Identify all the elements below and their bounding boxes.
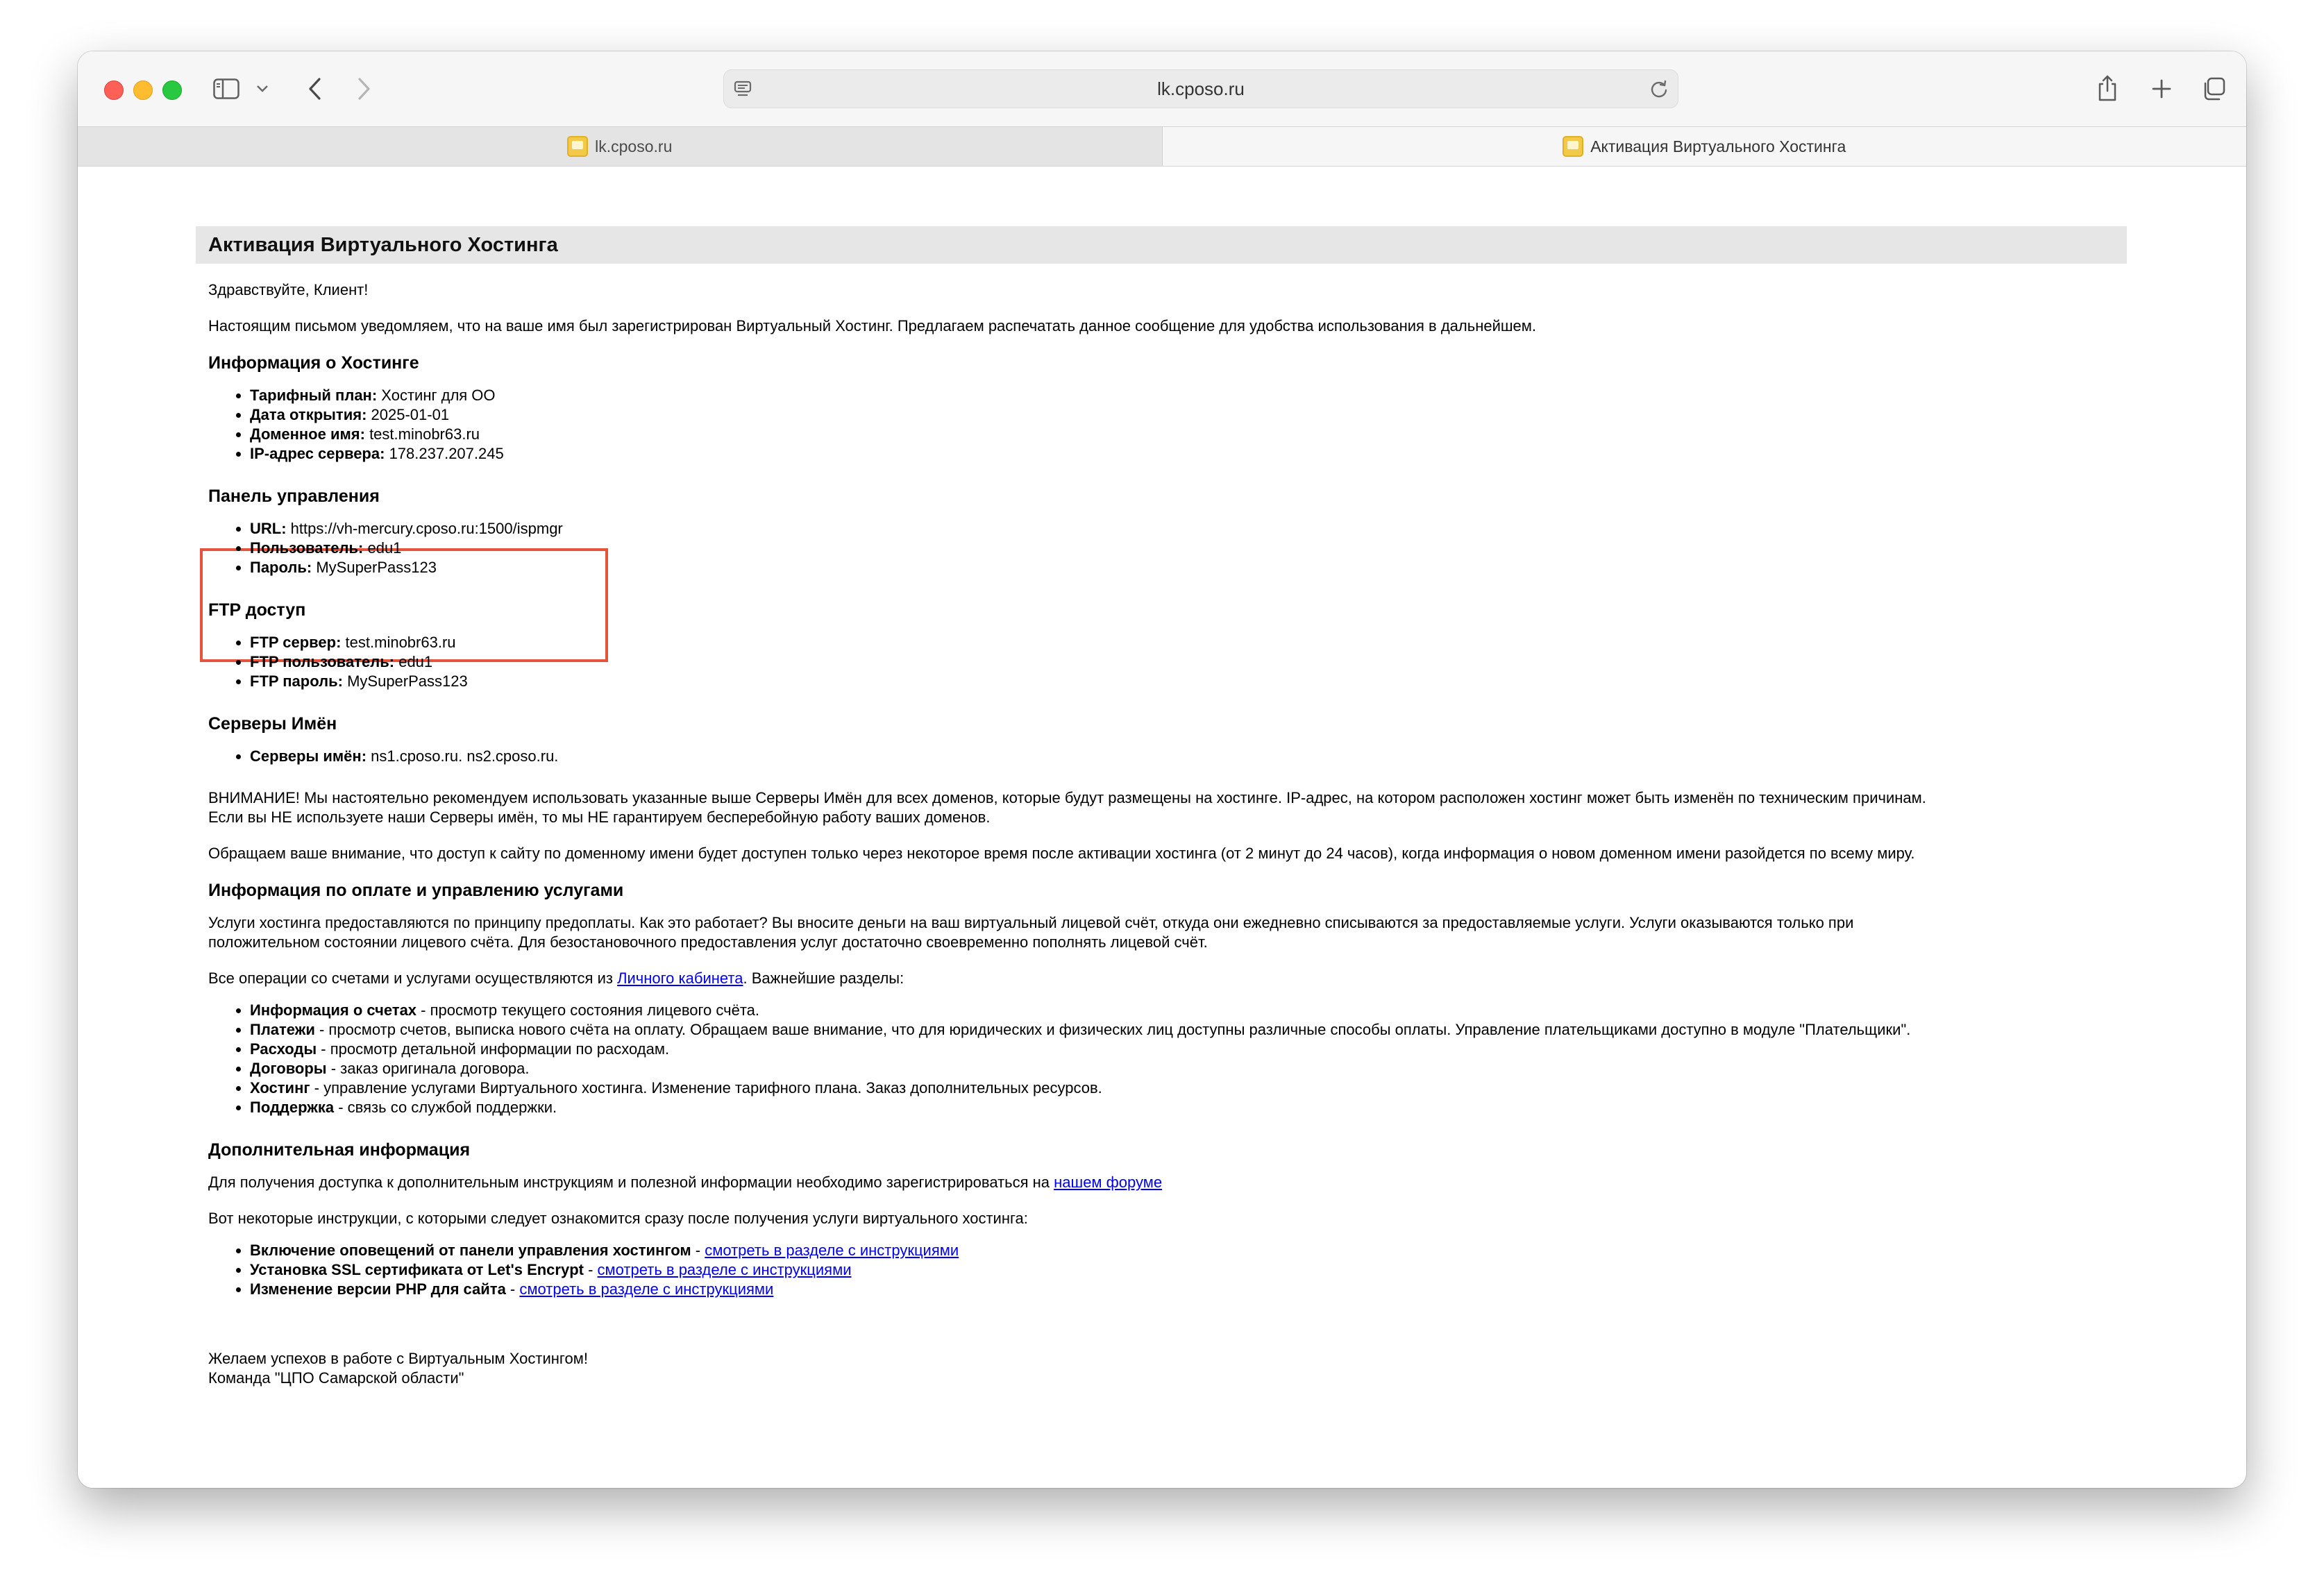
- list-item: • Установка SSL сертификата от Let's Encrypt - смотреть в разделе с инструкциями: [250, 1260, 2152, 1280]
- ftp-heading: FTP доступ: [208, 600, 306, 620]
- list-item: • Доменное имя: test.minobr63.ru: [250, 425, 2152, 444]
- reload-icon[interactable]: [1649, 78, 1669, 99]
- address-bar[interactable]: [723, 69, 1678, 108]
- share-icon[interactable]: [2094, 72, 2121, 104]
- site-favicon-icon: [567, 136, 588, 157]
- list-item: • Расходы - просмотр детальной информации по расходам.: [250, 1040, 2152, 1059]
- browser-window: [78, 51, 2246, 1488]
- list-item: • FTP пользователь: edu1: [250, 652, 2152, 672]
- nameservers-list: [208, 747, 2152, 766]
- list-item: • Информация о счетах - просмотр текущего состояния лицевого счёта.: [250, 1001, 2152, 1020]
- payment-heading: Информация по оплате и управлению услугами: [208, 881, 624, 900]
- page-title: Активация Виртуального Хостинга: [196, 226, 2127, 264]
- list-item: • FTP сервер: test.minobr63.ru: [250, 633, 2152, 652]
- list-item: • Включение оповещений от панели управления хостингом - смотреть в разделе с инструкциями: [250, 1241, 2152, 1260]
- email-body: [208, 280, 2152, 1388]
- list-item: • Тарифный план: Хостинг для ОО: [250, 386, 2152, 405]
- list-item: • URL: https://vh-mercury.cposo.ru:1500/ispmgr: [250, 519, 2152, 539]
- list-item: • Изменение версии PHP для сайта - смотреть в разделе с инструкциями: [250, 1280, 2152, 1299]
- new-tab-plus-icon[interactable]: [2148, 75, 2175, 103]
- list-item: • Серверы имён: ns1.cposo.ru. ns2.cposo.ru.: [250, 747, 2152, 766]
- list-item: • Дата открытия: 2025-01-01: [250, 405, 2152, 425]
- forward-arrow-icon[interactable]: [350, 75, 378, 103]
- hosting-info-list: [208, 386, 2152, 464]
- sidebar-toggle-icon[interactable]: [210, 76, 243, 101]
- list-item: • Договоры - заказ оригинала договора.: [250, 1059, 2152, 1078]
- list-item: • FTP пароль: MySuperPass123: [250, 672, 2152, 691]
- back-arrow-icon[interactable]: [301, 75, 329, 103]
- ftp-list: [208, 633, 2152, 691]
- forum-text: Для получения доступка к дополнительным инструкциям и полезной информации необходимо зарегистрироваться на нашем форуме: [208, 1174, 1163, 1191]
- page-content: [78, 167, 2246, 1488]
- address-text[interactable]: lk.cposo.ru: [1157, 78, 1245, 99]
- site-favicon-icon: [1563, 136, 1583, 157]
- instruction-link[interactable]: смотреть в разделе с инструкциями: [597, 1261, 852, 1278]
- greeting: Здравствуйте, Клиент!: [208, 281, 369, 298]
- control-panel-heading: Панель управления: [208, 486, 380, 506]
- chevron-down-icon[interactable]: [254, 81, 271, 97]
- tab-lk-cposo[interactable]: [78, 127, 1162, 166]
- closing-text: Желаем успехов в работе с Виртуальным Хостингом! Команда "ЦПО Самарской области": [208, 1350, 588, 1387]
- list-item: • Хостинг - управление услугами Виртуального хостинга. Изменение тарифного плана. Заказ дополнительных ресурсов.: [250, 1078, 2152, 1098]
- list-item: • Платежи - просмотр счетов, выписка нового счёта на оплату. Обращаем ваше внимание, что для юридических и физических лиц доступны различные способы оплаты. Управление плательщиками доступно в модуле "Плательщики".: [250, 1020, 2152, 1040]
- tab-bar: [78, 126, 2246, 167]
- tab-hosting-activation[interactable]: [1162, 127, 2247, 166]
- zoom-window-button[interactable]: [162, 81, 182, 100]
- tab-label: Активация Виртуального Хостинга: [1590, 137, 1846, 155]
- additional-heading: Дополнительная информация: [208, 1140, 471, 1160]
- hosting-info-heading: Информация о Хостинге: [208, 353, 419, 373]
- intro-text: Настоящим письмом уведомляем, что на ваше имя был зарегистрирован Виртуальный Хостинг. Предлагаем распечатать данное сообщение для удобства использования в дальнейшем.: [208, 317, 1537, 335]
- access-note: Обращаем ваше внимание, что доступ к сайту по доменному имени будет доступен только через некоторое время после активации хостинга (от 2 минут до 24 часов), когда информация о новом доменном имени разойдется по всему миру.: [208, 845, 1915, 862]
- list-item: • Пользователь: edu1: [250, 539, 2152, 558]
- list-item: • Пароль: MySuperPass123: [250, 558, 2152, 577]
- tab-overview-icon[interactable]: [2199, 75, 2228, 103]
- control-panel-url: https://vh-mercury.cposo.ru:1500/ispmgr: [290, 520, 563, 537]
- nameservers-heading: Серверы Имён: [208, 714, 337, 734]
- payment-text: Услуги хостинга предоставляются по принципу предоплаты. Как это работает? Вы вносите деньги на ваш виртуальный лицевой счёт, откуда они ежедневно списываются за предоставляемые услуги. Услуги оказываются только при положительном состоянии лицевого счёта. Для безостановочного предоставления услуг достаточно своевременно пополнять лицевой счёт.: [208, 914, 1854, 951]
- instruction-link[interactable]: смотреть в разделе с инструкциями: [519, 1280, 774, 1298]
- instructions-list: [208, 1241, 2152, 1299]
- instruction-link[interactable]: смотреть в разделе с инструкциями: [705, 1242, 959, 1259]
- tab-label: lk.cposo.ru: [595, 137, 673, 155]
- list-item: • Поддержка - связь со службой поддержки.: [250, 1098, 2152, 1117]
- warning-text: ВНИМАНИЕ! Мы настоятельно рекомендуем использовать указанные выше Серверы Имён для всех доменов, которые будут размещены на хостинге. IP-адрес, на котором расположен хостинг может быть изменён по техническим причинам. Если вы НЕ используете наши Серверы имён, то мы НЕ гарантируем бесперебойную работу ваших доменов.: [208, 789, 1926, 826]
- operations-text: Все операции со счетами и услугами осуществляются из Личного кабинета. Важнейшие разделы:: [208, 969, 904, 987]
- browser-toolbar: [78, 51, 2246, 126]
- control-panel-list: [208, 519, 2152, 577]
- personal-account-link[interactable]: Личного кабинета: [617, 969, 743, 987]
- instructions-intro: Вот некоторые инструкции, с которыми следует ознакомится сразу после получения услуги виртуального хостинга:: [208, 1210, 1028, 1227]
- close-window-button[interactable]: [104, 81, 124, 100]
- list-item: • IP-адрес сервера: 178.237.207.245: [250, 444, 2152, 464]
- minimize-window-button[interactable]: [133, 81, 153, 100]
- forum-link[interactable]: нашем форуме: [1054, 1174, 1163, 1191]
- sections-list: [208, 1001, 2152, 1117]
